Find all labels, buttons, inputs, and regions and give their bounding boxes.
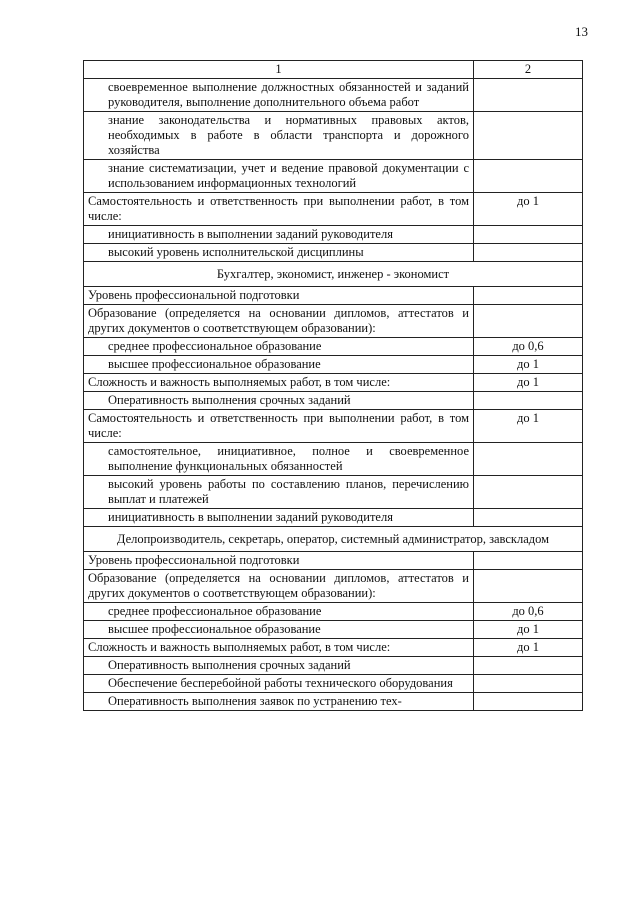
criterion-text: Образование (определяется на основании дипломов, аттестатов и других документов о соответствующем образовании): bbox=[84, 305, 474, 338]
table-row bbox=[84, 552, 583, 570]
criterion-text: Уровень профессиональной подготовки bbox=[84, 287, 474, 305]
criterion-text: высшее профессиональное образование bbox=[84, 356, 474, 374]
criterion-value bbox=[474, 305, 583, 338]
criterion-value: до 1 bbox=[474, 621, 583, 639]
criterion-value bbox=[474, 570, 583, 603]
criterion-text: высокий уровень работы по составлению планов, перечислению выплат и платежей bbox=[84, 476, 474, 509]
section-row bbox=[84, 262, 583, 287]
criterion-text: высшее профессиональное образование bbox=[84, 621, 474, 639]
table-row bbox=[84, 392, 583, 410]
criterion-text: Оперативность выполнения срочных заданий bbox=[84, 392, 474, 410]
criterion-text: Уровень профессиональной подготовки bbox=[84, 552, 474, 570]
criterion-value bbox=[474, 552, 583, 570]
criterion-value bbox=[474, 244, 583, 262]
table-row bbox=[84, 338, 583, 356]
criterion-value bbox=[474, 509, 583, 527]
table-header-row bbox=[84, 61, 583, 79]
criterion-value bbox=[474, 226, 583, 244]
criterion-text: знание систематизации, учет и ведение правовой документации с использованием информационных технологий bbox=[84, 160, 474, 193]
criterion-text: Обеспечение бесперебойной работы технического оборудования bbox=[84, 675, 474, 693]
criterion-value: до 1 bbox=[474, 356, 583, 374]
table-row bbox=[84, 160, 583, 193]
table-row bbox=[84, 305, 583, 338]
criterion-value bbox=[474, 287, 583, 305]
criterion-value bbox=[474, 675, 583, 693]
table-row bbox=[84, 374, 583, 392]
criterion-text: среднее профессиональное образование bbox=[84, 603, 474, 621]
table-row bbox=[84, 79, 583, 112]
criterion-text: самостоятельное, инициативное, полное и своевременное выполнение функциональных обязанностей bbox=[84, 443, 474, 476]
criterion-value bbox=[474, 79, 583, 112]
page-number: 13 bbox=[575, 24, 588, 39]
criterion-value bbox=[474, 657, 583, 675]
criterion-value: до 1 bbox=[474, 193, 583, 226]
table-row bbox=[84, 193, 583, 226]
criterion-value bbox=[474, 112, 583, 160]
criterion-text: Сложность и важность выполняемых работ, в том числе: bbox=[84, 639, 474, 657]
criterion-text: Оперативность выполнения заявок по устранению тех- bbox=[84, 693, 474, 711]
criterion-value bbox=[474, 693, 583, 711]
criteria-table bbox=[83, 60, 583, 711]
criterion-text: инициативность в выполнении заданий руководителя bbox=[84, 226, 474, 244]
table-row bbox=[84, 509, 583, 527]
table-row bbox=[84, 476, 583, 509]
table-row bbox=[84, 410, 583, 443]
criterion-value: до 1 bbox=[474, 410, 583, 443]
criterion-value: до 1 bbox=[474, 639, 583, 657]
table-row bbox=[84, 675, 583, 693]
table-row bbox=[84, 287, 583, 305]
column-header-1: 1 bbox=[84, 61, 474, 79]
table-row bbox=[84, 112, 583, 160]
table-row bbox=[84, 621, 583, 639]
criterion-value bbox=[474, 443, 583, 476]
criterion-value: до 0,6 bbox=[474, 338, 583, 356]
criterion-value: до 1 bbox=[474, 374, 583, 392]
criterion-text: своевременное выполнение должностных обязанностей и заданий руководителя, выполнение дополнительного объема работ bbox=[84, 79, 474, 112]
table-row bbox=[84, 443, 583, 476]
table-row bbox=[84, 603, 583, 621]
criterion-text: Самостоятельность и ответственность при выполнении работ, в том числе: bbox=[84, 193, 474, 226]
section-title: Делопроизводитель, секретарь, оператор, системный администратор, завскладом bbox=[84, 527, 583, 552]
criterion-text: среднее профессиональное образование bbox=[84, 338, 474, 356]
table-row bbox=[84, 657, 583, 675]
criterion-text: Самостоятельность и ответственность при выполнении работ, в том числе: bbox=[84, 410, 474, 443]
table-row bbox=[84, 244, 583, 262]
criterion-value: до 0,6 bbox=[474, 603, 583, 621]
table-row bbox=[84, 693, 583, 711]
criterion-text: Оперативность выполнения срочных заданий bbox=[84, 657, 474, 675]
table-row bbox=[84, 356, 583, 374]
criterion-text: знание законодательства и нормативных правовых актов, необходимых в работе в области транспорта и дорожного хозяйства bbox=[84, 112, 474, 160]
criterion-value bbox=[474, 476, 583, 509]
criterion-value bbox=[474, 392, 583, 410]
criterion-text: Сложность и важность выполняемых работ, в том числе: bbox=[84, 374, 474, 392]
section-row bbox=[84, 527, 583, 552]
table-row bbox=[84, 226, 583, 244]
criterion-text: инициативность в выполнении заданий руководителя bbox=[84, 509, 474, 527]
table-row bbox=[84, 639, 583, 657]
column-header-2: 2 bbox=[474, 61, 583, 79]
table-row bbox=[84, 570, 583, 603]
criterion-value bbox=[474, 160, 583, 193]
section-title: Бухгалтер, экономист, инженер - экономист bbox=[84, 262, 583, 287]
criterion-text: Образование (определяется на основании дипломов, аттестатов и других документов о соответствующем образовании): bbox=[84, 570, 474, 603]
criterion-text: высокий уровень исполнительской дисциплины bbox=[84, 244, 474, 262]
